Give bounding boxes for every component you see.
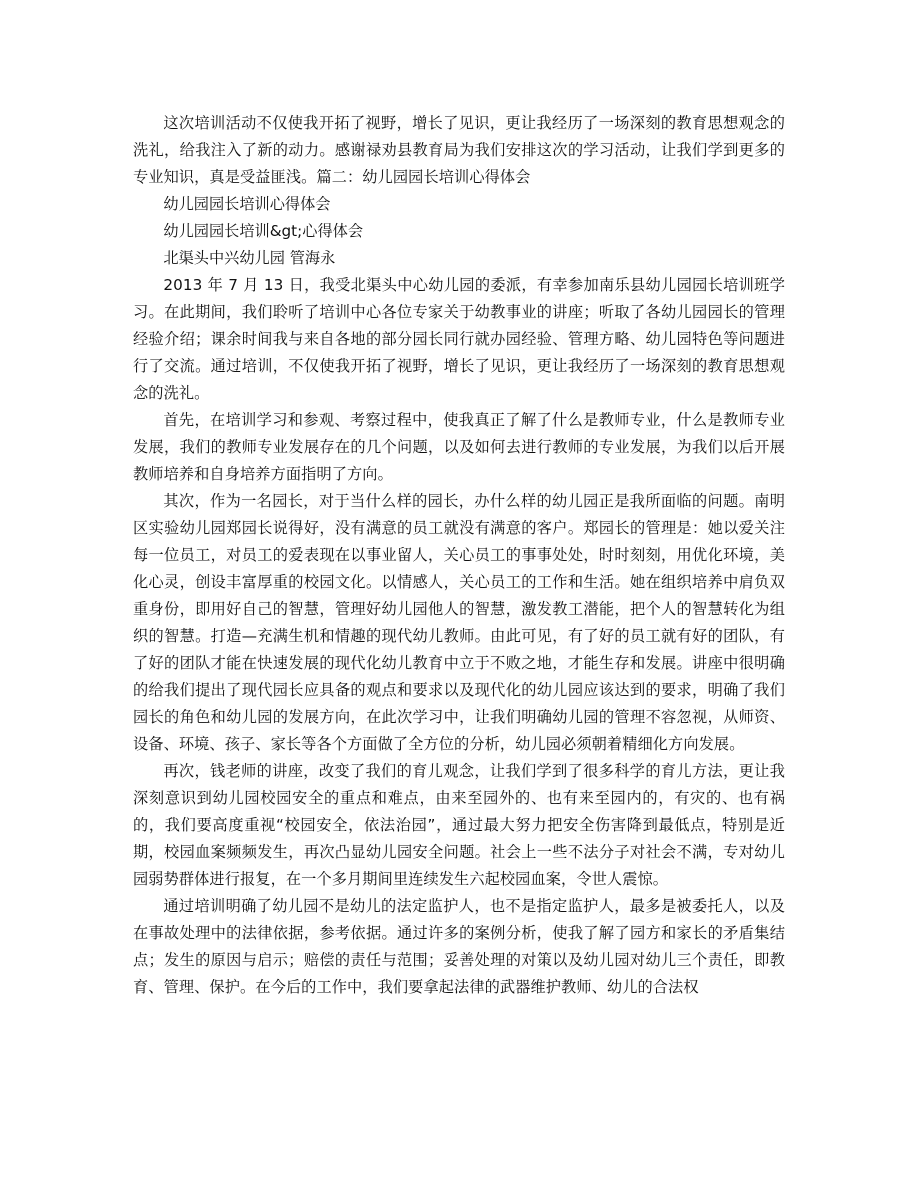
- document-body: [133, 110, 785, 1001]
- paragraph-first: 首先，在培训学习和参观、考察过程中，使我真正了解了什么是教师专业，什么是教师专业发展，我们的教师专业发展存在的几个问题，以及如何去进行教师的专业发展，为我们以后开展教师培养和自身培养方面指明了方向。: [133, 411, 785, 483]
- paragraph-legal: 通过培训明确了幼儿园不是幼儿的法定监护人，也不是指定监护人，最多是被委托人，以及在事故处理中的法律依据，参考依据。通过许多的案例分析，使我了解了园方和家长的矛盾集结点；发生的原因与启示；赔偿的责任与范围；妥善处理的对策以及幼儿园对幼儿三个责任，即教育、管理、保护。在今后的工作中，我们要拿起法律的武器维护教师、幼儿的合法权: [133, 897, 785, 996]
- document-subtitle: 幼儿园园长培训&gt;心得体会: [163, 222, 364, 240]
- paragraph-training-reflection: 这次培训活动不仅使我开拓了视野，增长了见识，更让我经历了一场深刻的教育思想观念的洗礼，给我注入了新的动力。感谢禄劝县教育局为我们安排这次的学习活动，让我们学到更多的专业知识，真是受益匪浅。篇二：幼儿园园长培训心得体会: [133, 114, 785, 186]
- paragraph-introduction: 2013 年 7 月 13 日，我受北渠头中心幼儿园的委派，有幸参加南乐县幼儿园园长培训班学习。在此期间，我们聆听了培训中心各位专家关于幼教事业的讲座；听取了各幼儿园园长的管理经验介绍；课余时间我与来自各地的部分园长同行就办园经验、管理方略、幼儿园特色等问题进行了交流。通过培训，不仅使我开拓了视野，增长了见识，更让我经历了一场深刻的教育思想观念的洗礼。: [133, 276, 785, 402]
- paragraph-third: 再次，钱老师的讲座，改变了我们的育儿观念，让我们学到了很多科学的育儿方法，更让我深刻意识到幼儿园校园安全的重点和难点，由来至园外的、也有来至园内的，有灾的、也有祸的，我们要高度重视“校园安全，依法治园”，通过最大努力把安全伤害降到最低点，特别是近期，校园血案频频发生，再次凸显幼儿园安全问题。社会上一些不法分子对社会不满，专对幼儿园弱势群体进行报复，在一个多月期间里连续发生六起校园血案，令世人震惊。: [133, 762, 785, 888]
- author-line: 北渠头中兴幼儿园 管海永: [163, 249, 336, 267]
- document-title: 幼儿园园长培训心得体会: [163, 195, 331, 213]
- paragraph-second: 其次，作为一名园长，对于当什么样的园长，办什么样的幼儿园正是我所面临的问题。南明区实验幼儿园郑园长说得好，没有满意的员工就没有满意的客户。郑园长的管理是：她以爱关注每一位员工，对员工的爱表现在以事业留人，关心员工的事事处处，时时刻刻，用优化环境，美化心灵，创设丰富厚重的校园文化。以情感人，关心员工的工作和生活。她在组织培养中肩负双重身份，即用好自己的智慧，管理好幼儿园他人的智慧，激发教工潜能，把个人的智慧转化为组织的智慧。打造—充满生机和情趣的现代幼儿教师。由此可见，有了好的员工就有好的团队，有了好的团队才能在快速发展的现代化幼儿教育中立于不败之地，才能生存和发展。讲座中很明确的给我们提出了现代园长应具备的观点和要求以及现代化的幼儿园应该达到的要求，明确了我们园长的角色和幼儿园的发展方向，在此次学习中，让我们明确幼儿园的管理不容忽视，从师资、设备、环境、孩子、家长等各个方面做了全方位的分析，幼儿园必须朝着精细化方向发展。: [133, 492, 785, 753]
